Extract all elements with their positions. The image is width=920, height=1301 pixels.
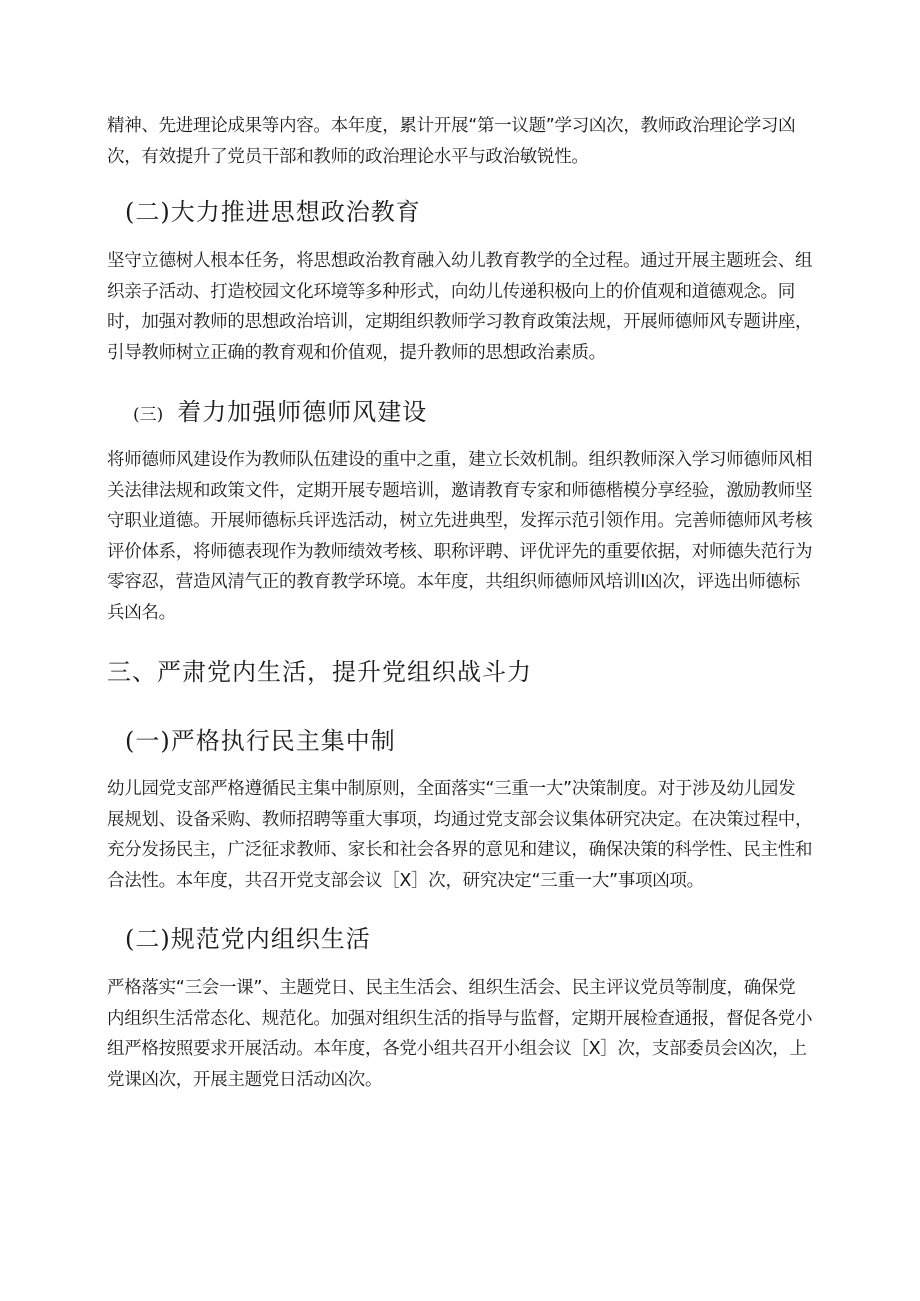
paragraph-3-2 [107,973,813,1095]
section-heading-2-2: (二)大力推进思想政治教育 [125,198,421,226]
section-title: 着力加强师德师风建设 [177,398,428,426]
text-line: 兵凶名。 [107,602,176,623]
paragraph-2-3 [107,445,813,628]
text-line: 坚守立德树人根本任务，将思想政治教育融入幼儿教育教学的全过程。通过开展主题班会、组 [107,251,813,271]
text-line: 充分发扬民主，广泛征求教师、家长和社会各界的意见和建议，确保决策的科学性、民主性和 [107,840,813,860]
section-heading-2-3 [133,396,427,431]
text-line: 展规划、设备采购、教师招聘等重大事项，均通过党支部会议集体研究决定。在决策过程中， [107,809,813,830]
text-line: 织亲子活动、打造校园文化环境等多种形式，向幼儿传递积极向上的价值观和道德观念。同 [107,281,795,302]
text-line: 党课凶次，开展主题党日活动凶次。 [107,1069,383,1090]
text-line: 幼儿园党支部严格遵循民主集中制原则，全面落实“三重一大”决策制度。对于涉及幼儿园发 [107,779,796,799]
text-line: 关法律法规和政策文件，定期开展专题培训，邀请教育专家和师德楷模分享经验，激励教师坚 [107,480,813,501]
paragraph-3-1 [107,774,813,896]
section-number: (三) [133,405,164,425]
chapter-heading-3: 三、严肃党内生活，提升党组织战斗力 [107,658,532,686]
text-line: 合法性。本年度，共召开党支部会议［X］次，研究决定“三重一大”事项凶项。 [107,870,704,891]
paragraph-2-2 [107,246,813,368]
text-line: 次，有效提升了党员干部和教师的政治理论水平与政治敏锐性。 [107,146,589,167]
text-line: 内组织生活常态化、规范化。加强对组织生活的指导与监督，定期开展检查通报，督促各党小 [107,1008,813,1029]
text-line: 守职业道德。开展师德标兵评选活动，树立先进典型，发挥示范引领作用。完善师德师风考核 [107,511,813,531]
text-line: 零容忍，营造风清气正的教育教学环境。本年度，共组织师德师风培训I凶次，评选出师德标 [107,572,800,592]
section-heading-3-2: (二)规范党内组织生活 [125,925,371,953]
text-line: 精神、先进理论成果等内容。本年度，累计开展“第一议题”学习凶次，教师政治理论学习凶 [107,116,796,136]
text-line: 组严格按照要求开展活动。本年度，各党小组共召开小组会议［X］次，支部委员会凶次，上 [107,1039,807,1059]
text-line: 评价体系，将师德表现作为教师绩效考核、职称评聘、评优评先的重要依据，对师德失范行为 [107,541,813,562]
paragraph-intro [107,111,807,172]
text-line: 引导教师树立正确的教育观和价值观，提升教师的思想政治素质。 [107,342,606,363]
text-line: 严格落实“三会一课”、主题党日、民主生活会、组织生活会、民主评议党员等制度，确保党 [107,978,796,998]
text-line: 时，加强对教师的思想政治培训，定期组织教师学习教育政策法规，开展师德师风专题讲座， [107,312,813,332]
text-line: 将师德师风建设作为教师队伍建设的重中之重，建立长效机制。组织教师深入学习师德师风相 [107,450,813,470]
section-heading-3-1: (一)严格执行民主集中制 [125,727,396,755]
